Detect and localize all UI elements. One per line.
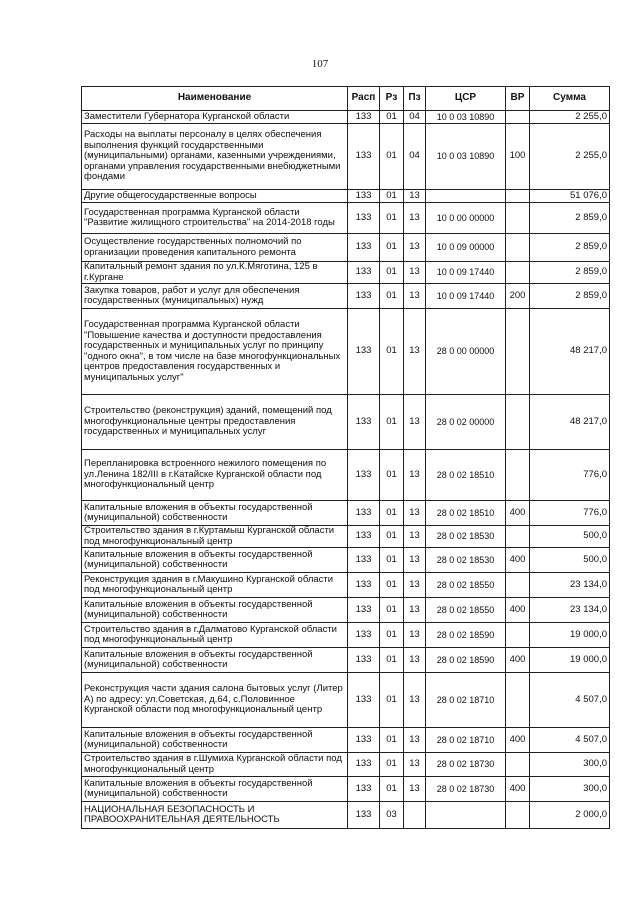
- cell-sum: 48 217,0: [530, 395, 610, 450]
- cell-sum: 2 859,0: [530, 203, 610, 234]
- cell-sum: 2 859,0: [530, 284, 610, 309]
- cell-rz: 01: [380, 777, 404, 802]
- cell-name: Расходы на выплаты персоналу в целях обеспечения выполнения функций государственными (муниципальными) органами, казенными учреждениями, органами управления государственными внебюджетными фондами: [82, 124, 348, 190]
- cell-vr: [506, 111, 530, 124]
- cell-name: Капитальные вложения в объекты государственной (муниципальной) собственности: [82, 648, 348, 673]
- cell-rasp: 133: [348, 728, 380, 753]
- cell-sum: 48 217,0: [530, 309, 610, 395]
- cell-csr: 28 0 02 18510: [426, 501, 506, 526]
- table-row: [82, 501, 610, 526]
- cell-rz: 01: [380, 648, 404, 673]
- cell-vr: [506, 526, 530, 548]
- cell-csr: 10 0 00 00000: [426, 203, 506, 234]
- table-row: [82, 753, 610, 777]
- cell-pz: 04: [404, 111, 426, 124]
- cell-pz: 13: [404, 753, 426, 777]
- cell-csr: 28 0 02 00000: [426, 395, 506, 450]
- table-row: [82, 111, 610, 124]
- cell-rz: 01: [380, 309, 404, 395]
- cell-vr: [506, 673, 530, 728]
- table-row: [82, 262, 610, 284]
- cell-sum: 2 000,0: [530, 802, 610, 829]
- cell-rz: 01: [380, 203, 404, 234]
- header-name: Наименование: [82, 87, 348, 111]
- cell-name: Заместители Губернатора Курганской области: [82, 111, 348, 124]
- cell-sum: 2 255,0: [530, 111, 610, 124]
- cell-sum: 23 134,0: [530, 598, 610, 623]
- cell-csr: 28 0 02 18710: [426, 673, 506, 728]
- cell-pz: 13: [404, 309, 426, 395]
- header-pz: Пз: [404, 87, 426, 111]
- cell-name: Строительство здания в г.Далматово Курганской области под многофункциональный центр: [82, 623, 348, 648]
- cell-rasp: 133: [348, 802, 380, 829]
- cell-sum: 51 076,0: [530, 190, 610, 203]
- cell-csr: 28 0 02 18530: [426, 526, 506, 548]
- header-rz: Рз: [380, 87, 404, 111]
- cell-vr: [506, 802, 530, 829]
- cell-rz: 01: [380, 190, 404, 203]
- cell-vr: [506, 309, 530, 395]
- cell-rz: 01: [380, 598, 404, 623]
- cell-vr: [506, 450, 530, 501]
- cell-sum: 300,0: [530, 753, 610, 777]
- cell-sum: 4 507,0: [530, 673, 610, 728]
- table-row: [82, 648, 610, 673]
- cell-csr: 10 0 09 17440: [426, 284, 506, 309]
- table-row: [82, 526, 610, 548]
- table-row: [82, 673, 610, 728]
- table-row: [82, 728, 610, 753]
- budget-table: [81, 86, 610, 829]
- table-row: [82, 623, 610, 648]
- cell-rasp: 133: [348, 284, 380, 309]
- cell-name: НАЦИОНАЛЬНАЯ БЕЗОПАСНОСТЬ И ПРАВООХРАНИТЕЛЬНАЯ ДЕЯТЕЛЬНОСТЬ: [82, 802, 348, 829]
- cell-sum: 19 000,0: [530, 623, 610, 648]
- cell-name: Капитальные вложения в объекты государственной (муниципальной) собственности: [82, 548, 348, 573]
- cell-rasp: 133: [348, 190, 380, 203]
- cell-rz: 01: [380, 450, 404, 501]
- header-vr: ВР: [506, 87, 530, 111]
- cell-sum: 776,0: [530, 501, 610, 526]
- table-row: [82, 124, 610, 190]
- table-row: [82, 777, 610, 802]
- cell-name: Закупка товаров, работ и услуг для обеспечения государственных (муниципальных) нужд: [82, 284, 348, 309]
- cell-rz: 01: [380, 548, 404, 573]
- cell-pz: 13: [404, 728, 426, 753]
- table-row: [82, 598, 610, 623]
- cell-rz: 01: [380, 753, 404, 777]
- cell-name: Строительство (реконструкция) зданий, помещений под многофункциональные центры предоставления государственных и муниципальных услуг: [82, 395, 348, 450]
- cell-csr: 28 0 02 18730: [426, 753, 506, 777]
- cell-csr: [426, 190, 506, 203]
- cell-name: Осуществление государственных полномочий по организации проведения капитального ремонта: [82, 234, 348, 262]
- cell-pz: 13: [404, 501, 426, 526]
- cell-sum: 4 507,0: [530, 728, 610, 753]
- cell-vr: 100: [506, 124, 530, 190]
- cell-rasp: 133: [348, 395, 380, 450]
- cell-rasp: 133: [348, 573, 380, 598]
- cell-pz: 13: [404, 548, 426, 573]
- cell-sum: 300,0: [530, 777, 610, 802]
- cell-pz: 13: [404, 234, 426, 262]
- cell-name: Государственная программа Курганской области "Повышение качества и доступности предоставления государственных и муниципальных услуг по принципу "одного окна", в том числе на базе многофункциональных центров предоставления государственных и муниципальных услуг": [82, 309, 348, 395]
- table-row: [82, 450, 610, 501]
- cell-vr: [506, 395, 530, 450]
- cell-vr: [506, 190, 530, 203]
- cell-csr: 28 0 00 00000: [426, 309, 506, 395]
- cell-sum: 2 859,0: [530, 234, 610, 262]
- cell-rz: 01: [380, 526, 404, 548]
- table-row: [82, 395, 610, 450]
- cell-sum: 19 000,0: [530, 648, 610, 673]
- cell-rz: 01: [380, 284, 404, 309]
- cell-rasp: 133: [348, 111, 380, 124]
- cell-name: Капитальные вложения в объекты государственной (муниципальной) собственности: [82, 501, 348, 526]
- cell-sum: 500,0: [530, 548, 610, 573]
- cell-pz: 04: [404, 124, 426, 190]
- cell-csr: 28 0 02 18510: [426, 450, 506, 501]
- table-row: [82, 548, 610, 573]
- cell-rasp: 133: [348, 526, 380, 548]
- cell-sum: 2 859,0: [530, 262, 610, 284]
- cell-vr: 400: [506, 501, 530, 526]
- cell-pz: 13: [404, 648, 426, 673]
- cell-vr: [506, 262, 530, 284]
- cell-rz: 01: [380, 124, 404, 190]
- cell-rz: 01: [380, 111, 404, 124]
- cell-csr: 28 0 02 18730: [426, 777, 506, 802]
- cell-name: Строительство здания в г.Шумиха Курганской области под многофункциональный центр: [82, 753, 348, 777]
- cell-rz: 01: [380, 573, 404, 598]
- table-header-row: [82, 87, 610, 111]
- cell-rasp: 133: [348, 648, 380, 673]
- table-row: [82, 284, 610, 309]
- cell-pz: 13: [404, 395, 426, 450]
- cell-sum: 23 134,0: [530, 573, 610, 598]
- cell-rasp: 133: [348, 501, 380, 526]
- cell-vr: [506, 623, 530, 648]
- cell-vr: 200: [506, 284, 530, 309]
- cell-name: Капитальные вложения в объекты государственной (муниципальной) собственности: [82, 728, 348, 753]
- cell-rz: 01: [380, 501, 404, 526]
- table-row: [82, 234, 610, 262]
- cell-name: Реконструкция здания в г.Макушино Курганской области под многофункциональный центр: [82, 573, 348, 598]
- table-row: [82, 309, 610, 395]
- cell-rasp: 133: [348, 450, 380, 501]
- cell-rz: 01: [380, 673, 404, 728]
- cell-csr: 28 0 02 18710: [426, 728, 506, 753]
- cell-rasp: 133: [348, 777, 380, 802]
- cell-name: Реконструкция части здания салона бытовых услуг (Литер А) по адресу: ул.Советская, д.64, с.Половинное Курганской области под многофункциональный центр: [82, 673, 348, 728]
- cell-pz: 13: [404, 673, 426, 728]
- cell-rasp: 133: [348, 753, 380, 777]
- cell-rasp: 133: [348, 548, 380, 573]
- cell-name: Капитальные вложения в объекты государственной (муниципальной) собственности: [82, 598, 348, 623]
- cell-vr: [506, 753, 530, 777]
- cell-rz: 01: [380, 262, 404, 284]
- cell-rasp: 133: [348, 203, 380, 234]
- cell-pz: 13: [404, 573, 426, 598]
- cell-csr: 28 0 02 18550: [426, 598, 506, 623]
- cell-vr: 400: [506, 777, 530, 802]
- cell-name: Другие общегосударственные вопросы: [82, 190, 348, 203]
- cell-rasp: 133: [348, 309, 380, 395]
- cell-pz: 13: [404, 203, 426, 234]
- cell-csr: 28 0 02 18550: [426, 573, 506, 598]
- cell-rz: 01: [380, 623, 404, 648]
- cell-sum: 500,0: [530, 526, 610, 548]
- cell-sum: 2 255,0: [530, 124, 610, 190]
- cell-rz: 01: [380, 728, 404, 753]
- cell-pz: 13: [404, 284, 426, 309]
- cell-csr: 10 0 03 10890: [426, 111, 506, 124]
- cell-csr: 28 0 02 18530: [426, 548, 506, 573]
- table-row: [82, 573, 610, 598]
- cell-name: Капитальные вложения в объекты государственной (муниципальной) собственности: [82, 777, 348, 802]
- cell-rz: 03: [380, 802, 404, 829]
- cell-pz: [404, 802, 426, 829]
- table-row: [82, 190, 610, 203]
- cell-pz: 13: [404, 598, 426, 623]
- cell-pz: 13: [404, 190, 426, 203]
- cell-vr: [506, 573, 530, 598]
- cell-name: Строительство здания в г.Куртамыш Курганской области под многофункциональный центр: [82, 526, 348, 548]
- header-sum: Сумма: [530, 87, 610, 111]
- cell-rasp: 133: [348, 673, 380, 728]
- cell-vr: [506, 234, 530, 262]
- table-row: [82, 802, 610, 829]
- header-csr: ЦСР: [426, 87, 506, 111]
- table-body: [82, 111, 610, 829]
- cell-name: Перепланировка встроенного нежилого помещения по ул.Ленина 182/III в г.Катайске Курганской области под многофункциональный центр: [82, 450, 348, 501]
- table-row: [82, 203, 610, 234]
- cell-csr: 10 0 09 00000: [426, 234, 506, 262]
- cell-rasp: 133: [348, 623, 380, 648]
- cell-csr: 10 0 03 10890: [426, 124, 506, 190]
- cell-vr: 400: [506, 598, 530, 623]
- cell-pz: 13: [404, 623, 426, 648]
- cell-csr: 28 0 02 18590: [426, 648, 506, 673]
- cell-pz: 13: [404, 777, 426, 802]
- cell-rz: 01: [380, 234, 404, 262]
- cell-rz: 01: [380, 395, 404, 450]
- cell-vr: 400: [506, 648, 530, 673]
- cell-rasp: 133: [348, 598, 380, 623]
- cell-sum: 776,0: [530, 450, 610, 501]
- cell-pz: 13: [404, 262, 426, 284]
- cell-vr: 400: [506, 548, 530, 573]
- cell-rasp: 133: [348, 234, 380, 262]
- cell-csr: [426, 802, 506, 829]
- cell-vr: [506, 203, 530, 234]
- cell-rasp: 133: [348, 262, 380, 284]
- cell-pz: 13: [404, 450, 426, 501]
- cell-csr: 10 0 09 17440: [426, 262, 506, 284]
- cell-rasp: 133: [348, 124, 380, 190]
- page-number: 107: [311, 58, 329, 70]
- cell-vr: 400: [506, 728, 530, 753]
- cell-name: Капитальный ремонт здания по ул.К.Мяготина, 125 в г.Кургане: [82, 262, 348, 284]
- cell-pz: 13: [404, 526, 426, 548]
- cell-csr: 28 0 02 18590: [426, 623, 506, 648]
- cell-name: Государственная программа Курганской области "Развитие жилищного строительства" на 2014-2018 годы: [82, 203, 348, 234]
- header-rasp: Расп: [348, 87, 380, 111]
